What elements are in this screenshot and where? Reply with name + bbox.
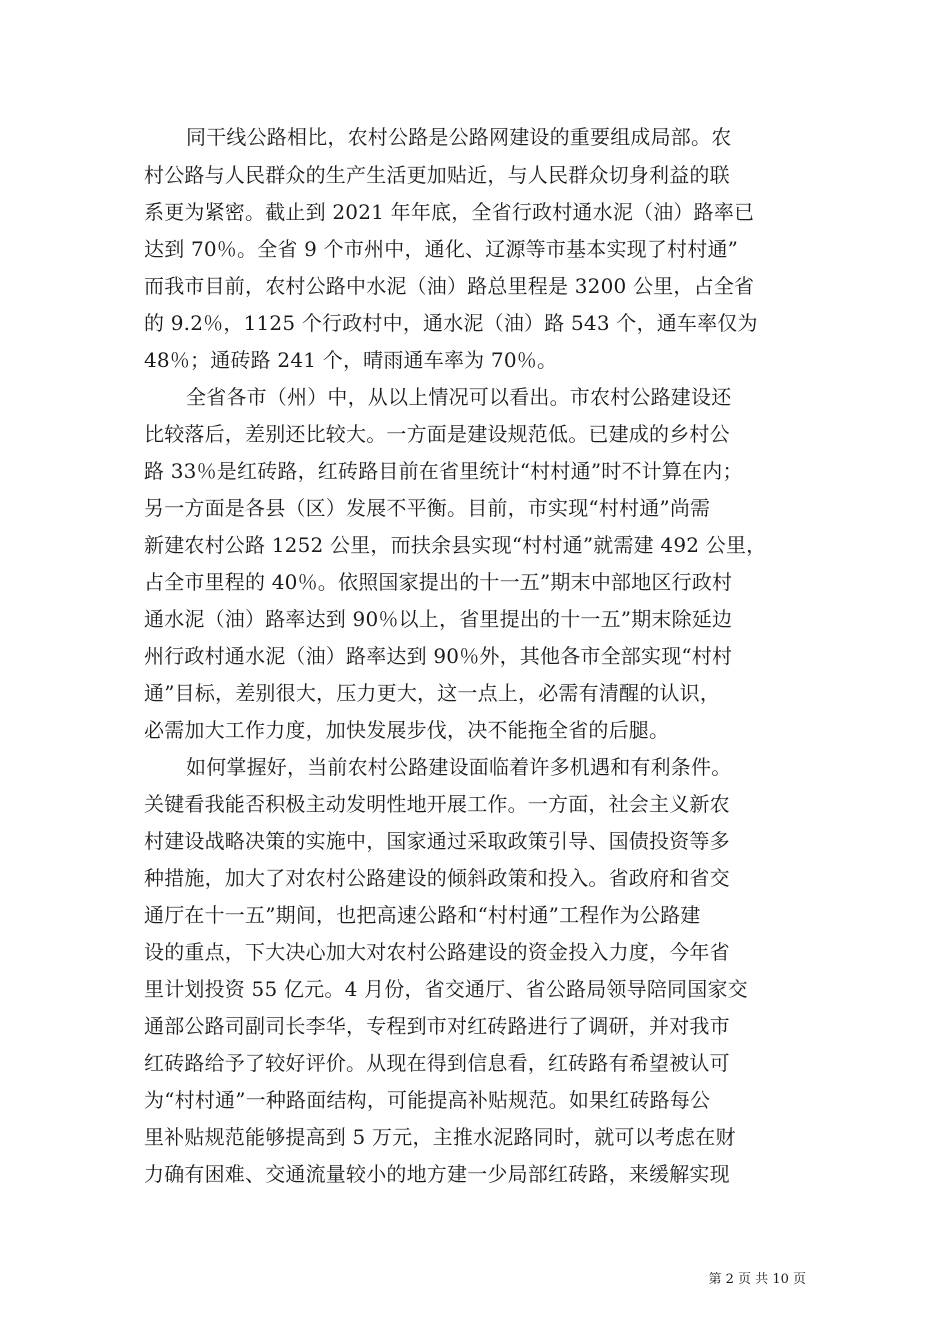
paragraph-3-line-10: 为“村村通”一种路面结构，可能提高补贴规范。如果红砖路每公: [144, 1088, 711, 1112]
paragraph-3-line-4: 种措施，加大了对农村公路建设的倾斜政策和投入。省政府和省交: [144, 866, 730, 890]
paragraph-2-line-6: 占全市里程的 40％。依照国家提出的十一五”期末中部地区行政村: [144, 570, 733, 594]
paragraph-3-line-7: 里计划投资 55 亿元。4 月份，省交通厅、省公路局领导陪同国家交: [144, 977, 748, 1001]
paragraph-2-line-8: 州行政村通水泥（油）路率达到 90％外，其他各市全部实现“村村: [144, 644, 733, 668]
paragraph-3-line-12: 力确有困难、交通流量较小的地方建一少局部红砖路，来缓解实现: [144, 1162, 730, 1186]
paragraph-2-line-2: 比较落后，差别还比较大。一方面是建设规范低。已建成的乡村公: [144, 422, 730, 446]
paragraph-3-line-11: 里补贴规范能够提高到 5 万元，主推水泥路同时，就可以考虑在财: [144, 1125, 736, 1149]
paragraph-1-line-1: 同干线公路相比，农村公路是公路网建设的重要组成局部。农: [186, 125, 732, 149]
paragraph-3-line-2: 关键看我能否积极主动发明性地开展工作。一方面，社会主义新农: [144, 792, 730, 816]
paragraph-2-line-3: 路 33％是红砖路，红砖路目前在省里统计“村村通”时不计算在内；: [144, 459, 743, 483]
paragraph-2-line-1: 全省各市（州）中，从以上情况可以看出。市农村公路建设还: [186, 385, 732, 409]
page-number-footer: 第 2 页 共 10 页: [708, 1272, 806, 1287]
paragraph-2-line-7: 通水泥（油）路率达到 90％以上，省里提出的十一五”期末除延边: [144, 607, 733, 631]
paragraph-1-line-6: 的 9.2％，1125 个行政村中，通水泥（油）路 543 个，通车率仅为: [144, 311, 758, 335]
paragraph-2-line-4: 另一方面是各县（区）发展不平衡。目前，市实现“村村通”尚需: [144, 496, 711, 520]
paragraph-2-line-9: 通”目标，差别很大，压力更大，这一点上，必需有清醒的认识，: [144, 681, 721, 705]
paragraph-1-line-4: 达到 70％。全省 9 个市州中，通化、辽源等市基本实现了村村通”: [144, 237, 739, 261]
paragraph-3-line-6: 设的重点，下大决心加大对农村公路建设的资金投入力度，今年省: [144, 940, 730, 964]
paragraph-3-line-9: 红砖路给予了较好评价。从现在得到信息看，红砖路有希望被认可: [144, 1051, 730, 1075]
paragraph-2-line-10: 必需加大工作力度，加快发展步伐，决不能拖全省的后腿。: [144, 718, 670, 742]
paragraph-2-line-5: 新建农村公路 1252 公里，而扶余县实现“村村通”就需建 492 公里，: [144, 533, 767, 557]
paragraph-1-line-3: 系更为紧密。截止到 2021 年年底，全省行政村通水泥（油）路率已: [144, 200, 755, 224]
paragraph-3-line-1: 如何掌握好，当前农村公路建设面临着许多机遇和有利条件。: [186, 755, 732, 779]
paragraph-3-line-5: 通厅在十一五”期间，也把高速公路和“村村通”工程作为公路建: [144, 903, 701, 927]
paragraph-1-line-5: 而我市目前，农村公路中水泥（油）路总里程是 3200 公里，占全省: [144, 274, 755, 298]
paragraph-3-line-3: 村建设战略决策的实施中，国家通过采取政策引导、国债投资等多: [144, 829, 730, 853]
paragraph-1-line-7: 48％；通砖路 241 个，晴雨通车率为 70％。: [144, 348, 558, 372]
paragraph-3-line-8: 通部公路司副司长李华，专程到市对红砖路进行了调研，并对我市: [144, 1014, 730, 1038]
paragraph-1-line-2: 村公路与人民群众的生产生活更加贴近，与人民群众切身利益的联: [144, 163, 730, 187]
